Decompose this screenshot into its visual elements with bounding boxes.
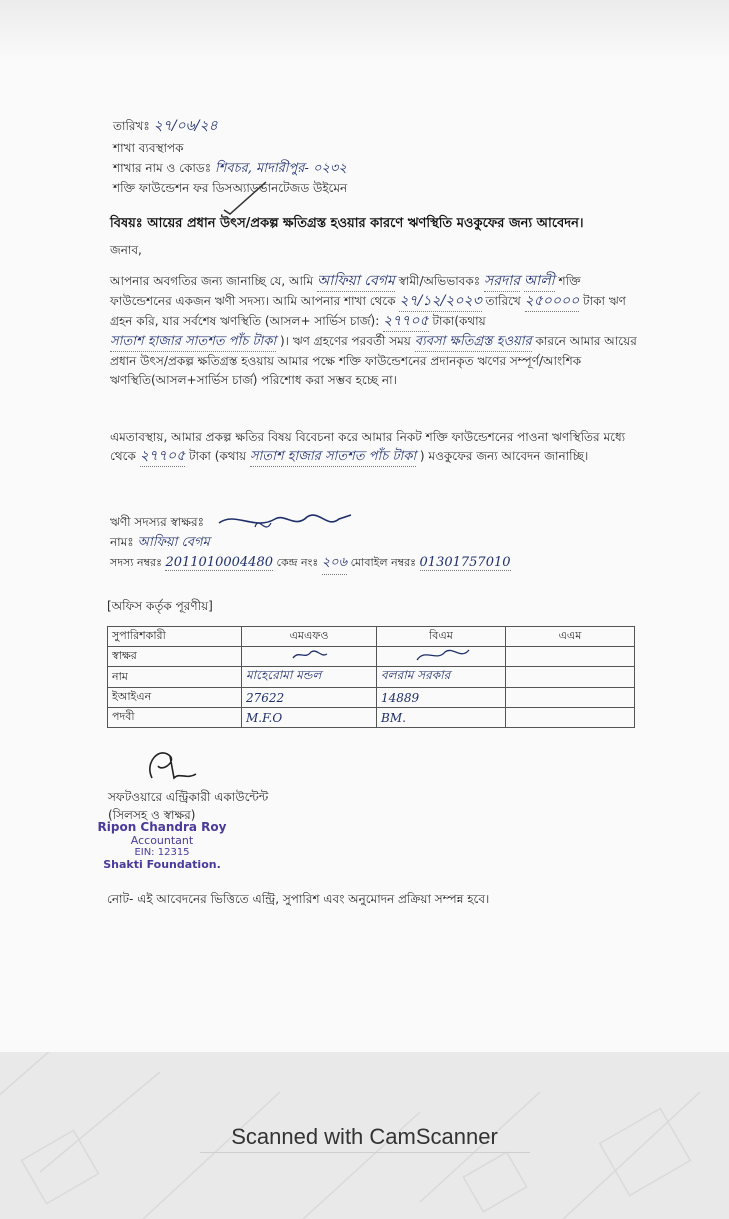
subject-line: বিষয়ঃ আয়ের প্রধান উৎস/প্রকল্প ক্ষতিগ্রস্ত হওয়ার কারণে ঋণস্থিতি মওকুফের জন্য আবেদন। [110, 216, 584, 231]
stamp-ein: EIN: 12315 [134, 847, 190, 858]
member-name-value: আফিয়া বেগম [137, 535, 210, 550]
check-mark-icon [220, 178, 270, 218]
stamp-name: Ripon Chandra Roy [97, 820, 227, 834]
office-table [107, 626, 635, 728]
bm-signature [411, 648, 471, 662]
damage-reason: ব্যবসা ক্ষতিগ্রস্ত হওয়ার [415, 332, 532, 352]
table-cell: বলরাম সরকার [377, 667, 506, 688]
date-value: ২৭/০৬/২৪ [153, 118, 218, 134]
member-sign-label: ঋণী সদস্যর স্বাক্ষরঃ [110, 515, 204, 529]
table-row [108, 647, 635, 667]
p1-text-g: )। ঋণ গ্রহণের পরবর্তী সময় [279, 334, 411, 348]
org-line: শক্তি ফাউন্ডেশন ফর ডিসঅ্যাডভানটেজড উইমেন [113, 181, 348, 195]
mobile-value: 01301757010 [419, 555, 511, 570]
branch-manager: শাখা ব্যবস্থাপক [113, 141, 184, 155]
table-row [108, 708, 635, 728]
salutation: জনাব, [110, 243, 142, 257]
member-number-line [110, 553, 511, 575]
table-row [108, 688, 635, 708]
accountant-seal-note: (সিলসহ ও স্বাক্ষর) [108, 808, 196, 822]
accountant-stamp [96, 820, 228, 871]
table-row [108, 667, 635, 688]
table-cell: এমএফও [242, 627, 377, 647]
table-row [108, 627, 635, 647]
table-cell: পদবী [108, 708, 242, 728]
table-cell [506, 647, 635, 667]
date-line [113, 114, 218, 138]
table-cell [506, 688, 635, 708]
center-label: কেন্দ্র নংঃ [276, 556, 319, 569]
p1-text-e: টাকা ঋণ গ্রহন করি, যার সর্বশেষ ঋণস্থিতি (আসল+ সার্ভিস চার্জ): [110, 294, 626, 328]
loan-date: ২৭/১২/২০২৩ [399, 292, 481, 312]
waiver-in-words: সাতাশ হাজার সাতশত পাঁচ টাকা [250, 447, 416, 467]
paragraph-1 [110, 272, 640, 390]
p1-text-f: টাকা(কথায় [432, 314, 486, 328]
loan-balance: ২৭৭০৫ [383, 312, 429, 332]
paragraph-2 [110, 428, 640, 467]
footer-divider [200, 1152, 530, 1153]
table-cell: স্বাক্ষর [108, 647, 242, 667]
branch-label: শাখার নাম ও কোডঃ [113, 161, 212, 175]
branch-line [113, 159, 347, 180]
p1-text-b: স্বামী/অভিভাবকঃ [398, 274, 481, 288]
camscanner-label: Scanned with CamScanner [231, 1124, 498, 1149]
guardian-name-1: সরদার [484, 272, 520, 292]
p2-text-a: এমতাবস্থায়, আমার প্রকল্প ক্ষতির বিষয় বিবেচনা করে আমার নিকট শক্তি ফাউন্ডেশনের পাওনা ঋণস্থিতির মধ্যে থেকে [110, 430, 626, 463]
stamp-org: Shakti Foundation. [103, 858, 221, 871]
table-cell: সুপারিশকারী [108, 627, 242, 647]
note-line: নোট- এই আবেদনের ভিত্তিতে এন্ট্রি, সুপারিশ এবং অনুমোদন প্রক্রিয়া সম্পন্ন হবে। [107, 892, 490, 906]
balance-in-words: সাতাশ হাজার সাতশত পাঁচ টাকা [110, 332, 276, 352]
member-name-label: নামঃ [110, 535, 134, 549]
accountant-signature [140, 742, 200, 786]
table-cell: মাহেরোমা মন্ডল [242, 667, 377, 688]
member-name-line [110, 533, 210, 554]
table-cell: BM. [377, 708, 506, 728]
table-cell [506, 708, 635, 728]
member-number-value: 2011010004480 [165, 555, 273, 570]
table-cell: বিএম [377, 627, 506, 647]
p1-text-c: শক্তি ফাউন্ডেশনের একজন ঋণী সদস্য। আমি আপনার শাখা থেকে [110, 274, 581, 308]
table-cell [506, 667, 635, 688]
mfo-signature [289, 648, 329, 662]
guardian-name-2: আলী [524, 272, 555, 292]
p2-text-c: ) মওকুফের জন্য আবেদন জানাচ্ছি। [419, 449, 589, 463]
center-value: ২০৬ [322, 553, 347, 575]
table-cell: 27622 [242, 688, 377, 708]
member-signature [215, 505, 355, 539]
table-cell [242, 647, 377, 667]
table-cell: এএম [506, 627, 635, 647]
accountant-title: সফটওয়ারে এন্ট্রিকারী একাউন্টেন্ট [108, 790, 269, 804]
stamp-role: Accountant [130, 834, 194, 847]
table-cell [377, 647, 506, 667]
member-number-label: সদস্য নম্বরঃ [110, 556, 162, 569]
table-cell: 14889 [377, 688, 506, 708]
waiver-amount: ২৭৭০৫ [140, 447, 186, 467]
scan-shadow [0, 0, 729, 60]
p1-text-a: আপনার অবগতির জন্য জানাচ্ছি যে, আমি [110, 274, 314, 288]
p1-text-h: কারনে আমার আয়ের প্রধান উৎস/প্রকল্প ক্ষতিগ্রস্ত হওয়ায় আমার পক্ষে শক্তি ফাউন্ডেশনের প্রদানকৃত ঋণের সম্পূর্ণ/আংশিক ঋণস্থিতি(আসল+সার্ভিস চার্জ) পরিশোধ করা সম্ভব হচ্ছে না। [110, 334, 637, 387]
p2-text-b: টাকা (কথায় [189, 449, 247, 463]
table-cell: M.F.O [242, 708, 377, 728]
loan-amount: ২৫০০০০ [525, 292, 580, 312]
table-cell: নাম [108, 667, 242, 688]
date-label: তারিখঃ [113, 119, 150, 133]
branch-value: শিবচর, মাদারীপুর- ০২৩২ [214, 161, 347, 176]
table-cell: ইআইএন [108, 688, 242, 708]
p1-text-d: তারিখে [485, 294, 521, 308]
mobile-label: মোবাইল নম্বরঃ [350, 556, 417, 569]
office-title: [অফিস কর্তৃক পূরণীয়] [107, 599, 213, 613]
member-sign-line [110, 514, 204, 534]
applicant-name: আফিয়া বেগম [317, 272, 395, 292]
